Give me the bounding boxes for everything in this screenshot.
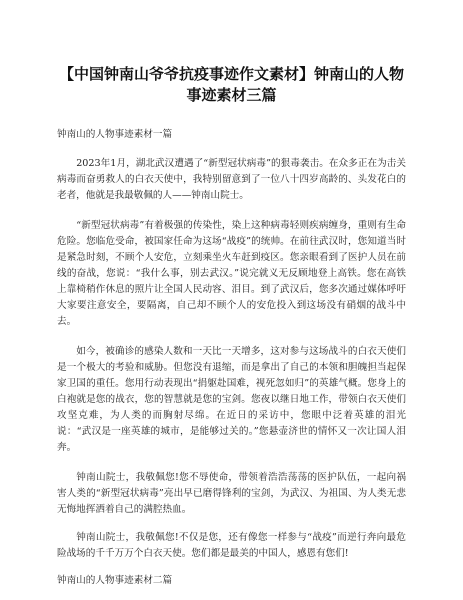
document-title: 【中国钟南山爷爷抗疫事迹作文素材】钟南山的人物事迹素材三篇 bbox=[58, 65, 404, 104]
paragraph-5: 钟南山院士，我敬佩您!不仅是您，还有像您一样参与“战疫”而逆行奔向最危险战场的千千万万个白衣天使。您们都是最美的中国人，感恩有您们! bbox=[57, 532, 406, 559]
section-heading-2: 钟南山的人物事迹素材二篇 bbox=[57, 575, 173, 586]
paragraph-2: “新型冠状病毒”有着极强的传染性，染上这种病毒轻则疾病缠身，重则有生命危险。您临危受命，被国家任命为这场“战疫”的统帅。在前往武汉时，您知道当时是紧急时刻，不顾个人安危，立刻乘坐火车赶到疫区。您亲眼看到了医护人员在前线的奋战，您说：“我什么事，别去武汉。”说完就义无反顾地登上高铁。您在高铁上靠椅稍作休息的照片让全国人民动容、泪目。到了武汉后，您多次通过媒体呼吁大家要注意安全，要隔离，自己却不顾个人的安危投入到这场没有硝烟的战斗中去。 bbox=[57, 220, 406, 327]
section-heading-1: 钟南山的人物事迹素材一篇 bbox=[57, 129, 173, 140]
paragraph-1: 2023年1月，湖北武汉遭遇了“新型冠状病毒”的狠毒袭击。在众多正在为击关病毒而奋勇救人的白衣天使中，我特别留意到了一位八十四岁高龄的、头发花白的老者，他就是我最敬佩的人——钟南山院士。 bbox=[57, 158, 406, 201]
paragraph-4: 钟南山院士，我敬佩您!您不辱使命，带领着浩浩荡荡的医护队伍，一起向祸害人类的“新型冠状病毒”亮出早已磨得锋利的宝剑，为武汉、为祖国、为人类无悲无悔地挥洒着自己的满腔热血。 bbox=[57, 472, 406, 515]
paragraph-3: 如今，被确诊的感染人数和一天比一天增多，这对参与这场战斗的白衣天使们是一个极大的考验和威胁。但您没有退缩，而是拿出了自己的本领和胆魄担当起保家卫国的重任。您用行动表现出“捐躯赴国难，视死忽如归”的英雄气概。您身上的白袍就是您的战衣，您的智慧就是您的宝剑。您夜以继日地工作，带领白衣天使们攻坚克难，为人类的而胸射尽绵。在近日的采访中，您眼中泛着英雄的泪光说：“武汉是一座英雄的城市，是能够过关的。”您悬壶济世的情怀又一次让国人泪奔。 bbox=[57, 346, 406, 453]
